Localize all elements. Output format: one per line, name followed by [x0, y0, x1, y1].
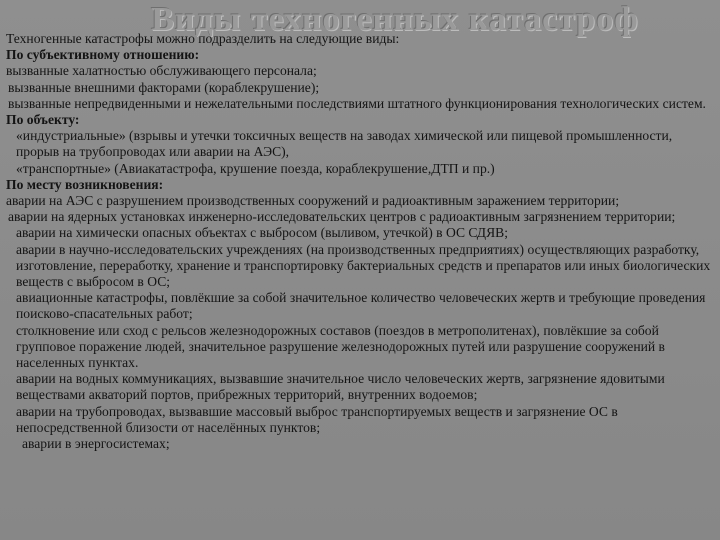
- text-line: аварии на ядерных установках инженерно-исследовательских центров с радиоактивным загрязнением территории;: [8, 209, 676, 225]
- text-line: Техногенные катастрофы можно подразделить на следующие виды:: [6, 31, 400, 46]
- text-line: «индустриальные» (взрывы и утечки токсичных веществ на заводах химической или пищевой промышленности, прорыв на трубопроводах или аварии на АЭС),: [16, 128, 673, 160]
- section-heading: По месту возникновения:: [6, 176, 164, 192]
- text-line: аварии на трубопроводах, вызвавшие массовый выброс транспортируемых веществ и загрязнение ОС в непосредственной близости от населённых пунктов;: [16, 403, 618, 435]
- section-heading: По объекту:: [6, 112, 80, 128]
- text-line: вызванные непредвиденными и нежелательными последствиями штатного функционирования технологических систем.: [8, 95, 706, 111]
- text-line: авиационные катастрофы, повлёкшие за собой значительное количество человеческих жертв и требующие проведения поисково-спасательных работ;: [16, 290, 706, 322]
- text-line: вызванные внешними факторами (кораблекрушение);: [8, 79, 320, 95]
- text-line: аварии в энергосистемах;: [22, 436, 170, 452]
- slide-body: [6, 31, 714, 452]
- text-line: «транспортные» (Авиакатастрофа, крушение поезда, кораблекрушение,ДТП и пр.): [16, 160, 495, 176]
- text-line: аварии на АЭС с разрушением производственных сооружений и радиоактивным заражением территории;: [6, 193, 620, 209]
- text-line: аварии в научно-исследовательских учреждениях (на производственных предприятиях) осуществляющих разработку, изготовление, переработку, хранение и транспортировку бактериальных средств и препаратов или иных биологических веществ с выбросом в ОС;: [16, 241, 711, 290]
- text-line: столкновение или сход с рельсов железнодорожных составов (поездов в метрополитенах), повлёкшие за собой групповое поражение людей, значительное разрушение железнодорожных путей или разрушение сооружений в населенных пунктах.: [16, 322, 665, 371]
- text-line: аварии на водных коммуникациях, вызвавшие значительное число человеческих жертв, загрязнение ядовитыми веществами акваторий портов, прибрежных территорий, внутренних водоемов;: [16, 371, 665, 403]
- slide-title: Виды техногенных катастроф: [151, 1, 639, 38]
- section-heading: По субъективному отношению:: [6, 47, 200, 63]
- text-line: вызванные халатностью обслуживающего персонала;: [6, 63, 317, 79]
- text-line: аварии на химически опасных объектах с выбросом (выливом, утечкой) в ОС СДЯВ;: [16, 225, 508, 241]
